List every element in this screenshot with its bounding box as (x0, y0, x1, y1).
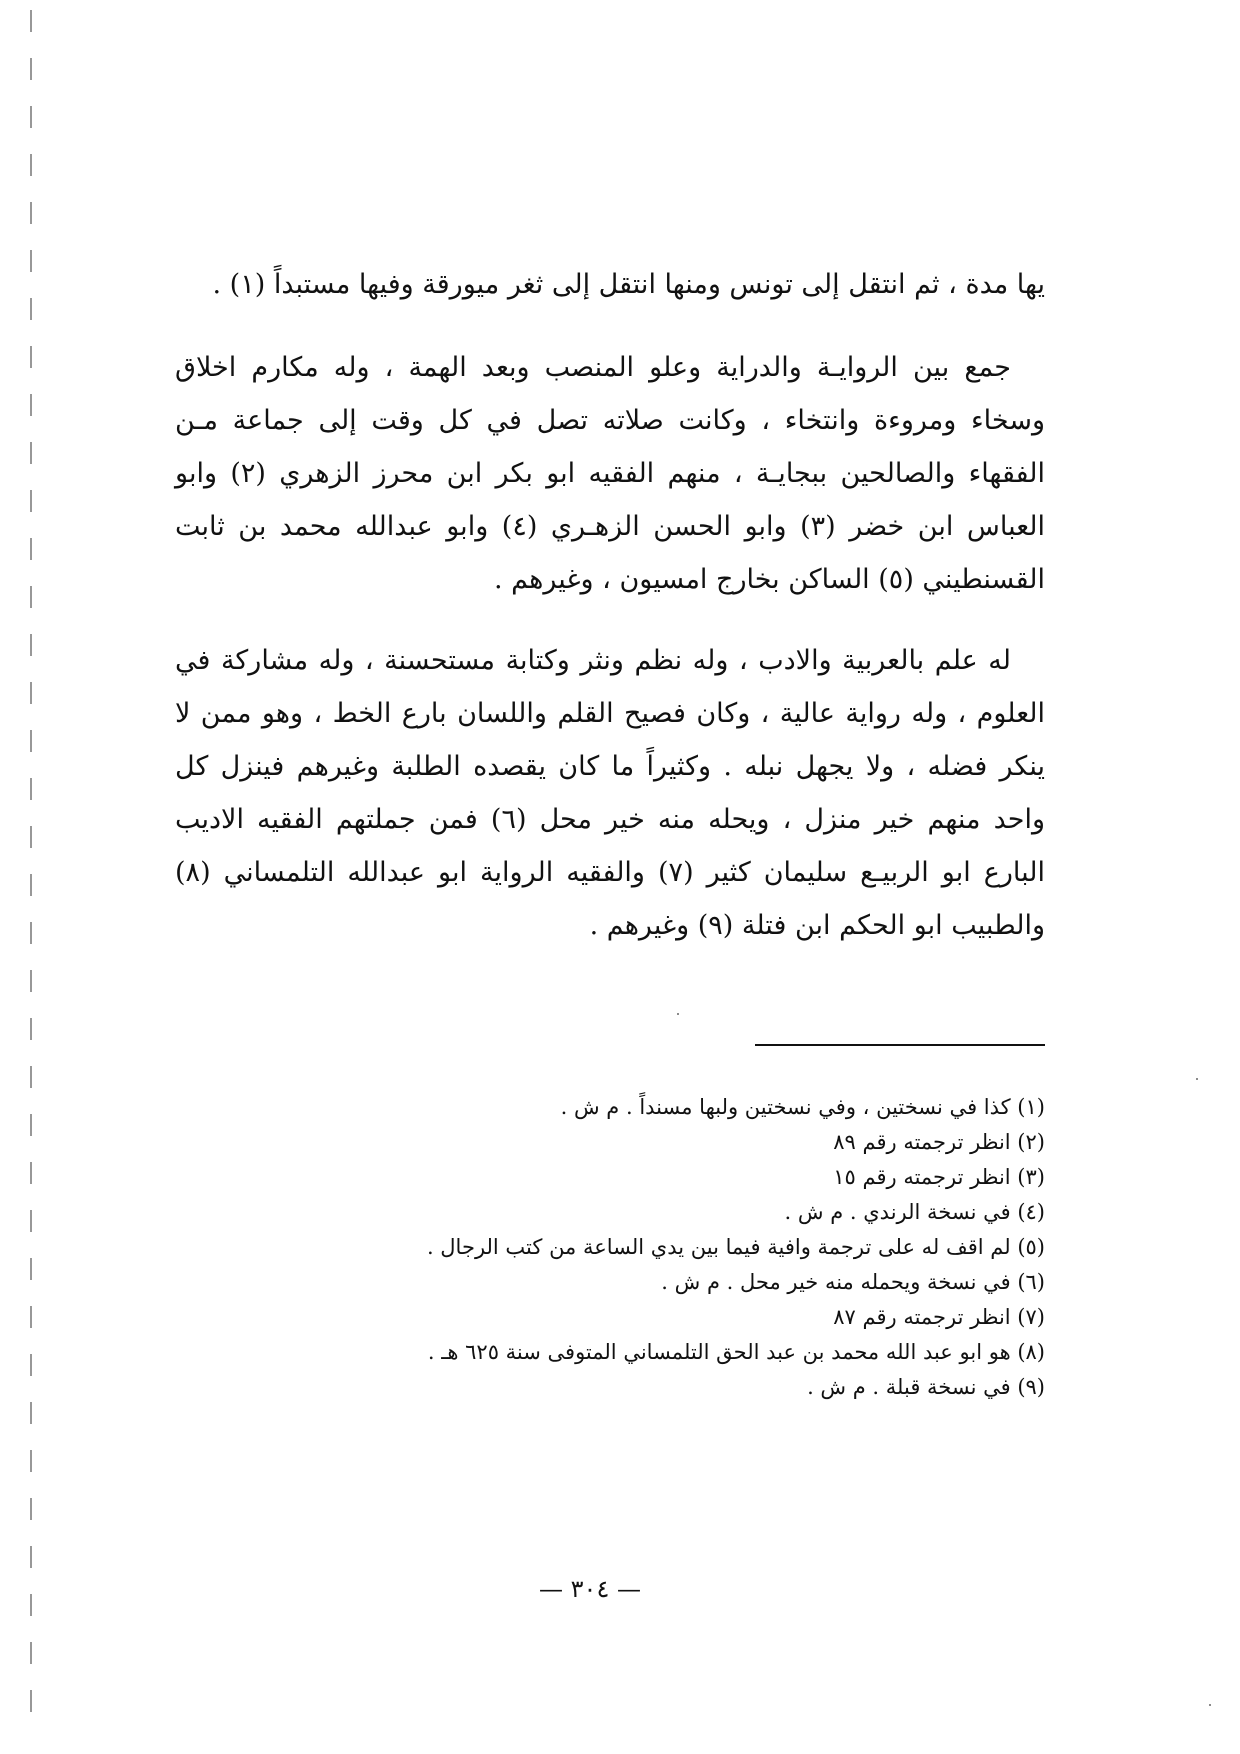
footnote-item: (٩) في نسخة قبلة . م ش . (807, 1375, 1045, 1399)
scan-binding-edge (30, 10, 32, 1730)
footnote-item: (٢) انظر ترجمته رقم ٨٩ (833, 1130, 1045, 1154)
page-body (175, 258, 1045, 980)
footnote-item: (٦) في نسخة ويحمله منه خير محل . م ش . (661, 1270, 1045, 1294)
paragraph-biography: جمع بين الروايـة والدراية وعلو المنصب وبعد الهمة ، وله مكارم اخلاق وسخاء ومروءة وانتخاء ، وكانت صلاته تصل في كل وقت إلى جماعة مـن الفقهاء والصالحين ببجايـة ، منهم الفقيه ابو بكر ابن محرز الزهري (٢) وابو العباس ابن خضر (٣) وابو الحسن الزهـري (٤) وابو عبدالله محمد بن ثابت القسنطيني (٥) الساكن بخارج امسيون ، وغيرهم . (175, 352, 1045, 595)
footnote-item: (١) كذا في نسختين ، وفي نسختين ولبها مسنداً . م ش . (560, 1095, 1045, 1119)
scan-speck (677, 1013, 679, 1015)
footnote-item: (٣) انظر ترجمته رقم ١٥ (833, 1165, 1045, 1189)
footnote-item: (٨) هو ابو عبد الله محمد بن عبد الحق التلمساني المتوفى سنة ٦٢٥ هـ . (427, 1340, 1045, 1364)
footnote-item: (٥) لم اقف له على ترجمة وافية فيما بين يدي الساعة من كتب الرجال . (426, 1235, 1045, 1259)
footnote-item: (٤) في نسخة الرندي . م ش . (784, 1200, 1045, 1224)
footnote-item: (٧) انظر ترجمته رقم ٨٧ (833, 1305, 1045, 1329)
page-number: — ٣٠٤ — (539, 1575, 641, 1603)
paragraph-scholarship: له علم بالعربية والادب ، وله نظم ونثر وكتابة مستحسنة ، وله مشاركة في العلوم ، وله رواية عالية ، وكان فصيح القلم واللسان بارع الخط ، وهو ممن لا ينكر فضله ، ولا يجهل نبله . وكثيراً ما كان يقصده الطلبة وغيرهم فينزل كل واحد منهم خير منزل ، ويحله منه خير محل (٦) فمن جملتهم الفقيه الاديب البارع ابو الربيـع سليمان كثير (٧) والفقيه الرواية ابو عبدالله التلمساني (٨) والطبيب ابو الحكم ابن فتلة (٩) وغيرهم . (175, 645, 1046, 941)
scan-speck (1196, 1078, 1198, 1080)
paragraph-continuation: يها مدة ، ثم انتقل إلى تونس ومنها انتقل إلى ثغر ميورقة وفيها مستبداً (١) . (212, 269, 1045, 300)
footnotes-list (175, 1090, 1045, 1405)
scan-speck (1209, 1704, 1211, 1706)
footnote-separator (755, 1044, 1045, 1046)
